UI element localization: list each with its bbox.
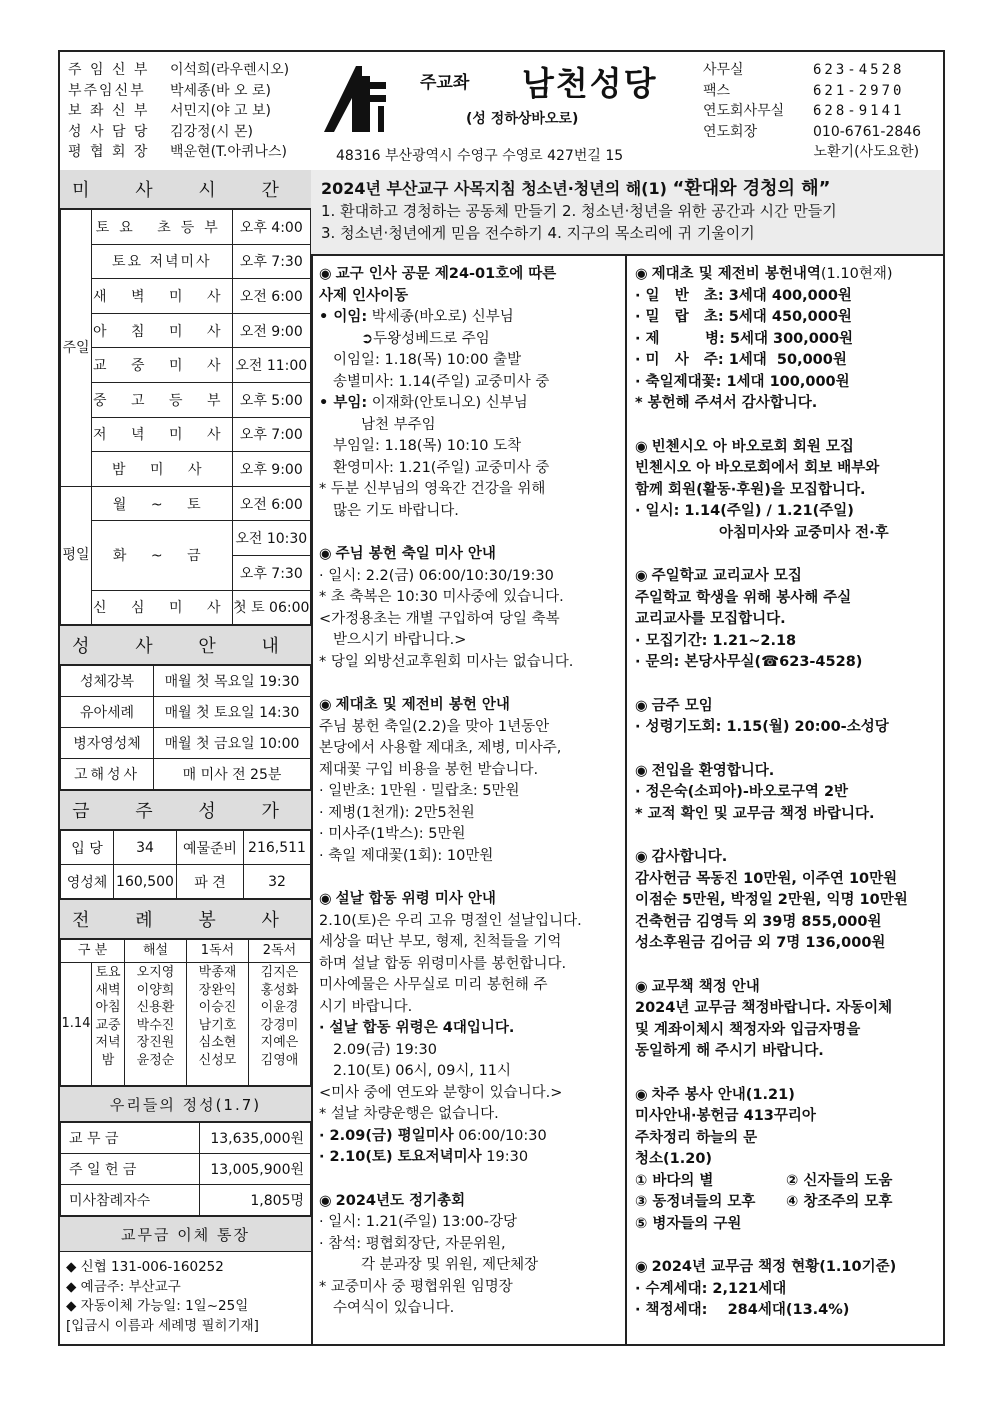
bank-heading: 교무금 이체 통장 (60, 1216, 311, 1252)
table-row: 중 고 등 부 오후 5:00 (61, 382, 311, 417)
news-column-right (627, 256, 943, 1344)
clergy-row: 보 좌 신 부 서민지(야 고 보) (68, 103, 271, 119)
notice-vincent-recruit: ◉ 빈첸시오 아 바오로회 회원 모집 빈첸시오 아 바오로회에서 회보 배부와 함께 회원(활동·후원)을 모집합니다. · 일시: 1.14(주일) / 1.21(주일) 아침미사와 교중미사 전·후 (635, 438, 889, 541)
contact-row: 사무실 623-4528 (703, 62, 905, 78)
table-row: 토요 저녁미사 오후 7:30 (61, 244, 311, 279)
notice-bullet-icon: ◉ (319, 697, 332, 713)
table-row: 1.14 토요 새벽 아침 교중 저녁 밤 오지영 이양희 신용환 박수진 장진원 윤정순 박종재 장완익 이승진 남기호 심소현 신성모 김지은 홍성화 이윤경 강경미 지예은 김영애 (61, 963, 311, 1086)
notice-weekly-meeting: ◉ 금주 모임 · 성령기도회: 1.15(월) 20:00-소성당 (635, 697, 889, 735)
clergy-row: 주 임 신 부 이석희(라우렌시오) (68, 62, 290, 78)
table-row: 저 녁 미 사 오후 7:00 (61, 417, 311, 452)
banner-title: 2024년 부산교구 사목지침 청소년·청년의 해(1) (321, 179, 667, 198)
table-row: 영성체 160,500 파 견 32 (61, 865, 311, 899)
notice-bullet-icon: ◉ (319, 1192, 332, 1209)
table-row: 미사참례자수 1,805명 (61, 1185, 311, 1216)
sunday-label: 주일 (61, 210, 92, 487)
news-column-left (311, 256, 627, 1344)
notice-presentation: ◉ 주님 봉헌 축일 미사 안내 · 일시: 2.2(금) 06:00/10:30/19:30 * 초 축복은 10:30 미사중에 있습니다. <가정용초는 개별 구입하여 당일 축복 받으시기 바랍니다.> * 당일 외방선교후원회 미사는 없습니다. (319, 546, 574, 670)
table-row: 평일 월 ~ 토 오전 6:00 (61, 486, 311, 521)
notice-new-year-memorial: ◉ 설날 합동 위령 미사 안내 2.10(토)은 우리 고유 명절인 설날입니다. 세상을 떠난 부모, 형제, 친척들을 기억 하며 설날 합동 위령미사를 봉헌합니다. 미사예물은 사무실로 미리 봉헌해 주 시기 바랍니다. · 설날 합동 위령은 4대입니다. 2.09(금) 19:30 2.10(토) 06시, 09시, 11시 <미사 중에 연도와 분향이 있습니다.> * 설날 차량운행은 없습니다. · 2.09(금) 평일미사 06:00/10:30 · 2.10(토) 토요저녁미사 19:30 (319, 891, 582, 1165)
notice-next-service: ◉ 차주 봉사 안내(1.21) 미사안내·봉헌금 413꾸리아 주차정리 하늘의 문 청소(1.20) ① 바다의 별 ② 신자들의 도움 ③ 동정녀들의 모후 ④ 창조주의 모후 ⑤ 병자들의 구원 (635, 1086, 893, 1232)
table-row: 고해성사 매 미사 전 25분 (61, 759, 311, 790)
notice-altar-offering: ◉ 제대초 및 제전비 봉헌 안내 주님 봉헌 축일(2.2)을 맞아 1년동안 본당에서 사용할 제대초, 제병, 미사주, 제대꽃 구입 비용을 봉헌 받습니다. · 일반초: 1만원 · 밀랍초: 5만원 · 제병(1천개): 2만5천원 · 미사주(1박스): 5만원 · 축일 제대꽃(1회): 10만원 (319, 697, 562, 864)
banner-quote: “환대와 경청의 해” (672, 178, 831, 199)
table-row: 교 무 금 13,635,000원 (61, 1123, 311, 1154)
table-row: 신 심 미 사 첫 토 06:00 (61, 590, 311, 625)
bank-info: ◆ 신협 131-006-160252 ◆ 예금주: 부산교구 ◆ 자동이체 가능일: 1일~25일 [입금시 이름과 세례명 필히기재] (66, 1259, 259, 1334)
table-row: 화 ~ 금 오전 10:30 (61, 521, 311, 556)
notice-thanks: ◉ 감사합니다. 감사헌금 목동진 10만원, 이주연 10만원 이점순 5만원, 박정일 2만원, 익명 10만원 건축헌금 김영득 외 39명 855,000원 성소후원금 김어금 외 7명 136,000원 (635, 849, 908, 951)
table-row: 성체강복 매월 첫 목요일 19:30 (61, 666, 311, 697)
notice-general-assembly: ◉ 2024년도 정기총회 · 일시: 1.21(주일) 13:00-강당 · 참석: 평협회장단, 자문위원, 각 분과장 및 위원, 제단체장 * 교중미사 중 평협위원 임명장 수여식이 있습니다. (319, 1192, 539, 1316)
clergy-row: 부주임신부 박세종(바 오 로) (68, 82, 271, 99)
main-content (311, 170, 943, 1318)
our-offerings-heading: 우리들의 정성(1.7) (60, 1086, 311, 1122)
notice-bullet-icon: ◉ (319, 891, 332, 907)
clergy-row: 성 사 담 당 김강정(시 몬) (68, 123, 253, 140)
table-row: 주 일 헌 금 13,005,900원 (61, 1154, 311, 1185)
notice-bullet-icon: ◉ (319, 546, 332, 562)
mass-times-heading: 미 사 시 간 (60, 170, 311, 209)
notice-bullet-icon: ◉ (635, 1259, 648, 1275)
hymns-table (60, 830, 311, 899)
church-logo-icon (322, 62, 392, 134)
contact-row: 연도회장 010-6761-2846 (703, 123, 922, 140)
clergy-list (68, 60, 289, 163)
notice-bullet-icon: ◉ (319, 266, 332, 282)
table-row: 아 침 미 사 오전 9:00 (61, 313, 311, 348)
table-row: 주일 토요 초등부 오후 4:00 (61, 210, 311, 245)
table-row: 밤 미 사 오후 9:00 (61, 452, 311, 487)
weekday-label: 평일 (61, 486, 92, 624)
table-row: 새 벽 미 사 오전 6:00 (61, 279, 311, 314)
notice-tithe: ◉ 교무책 책정 안내 2024년 교무금 책정바랍니다. 자동이체 및 계좌이체시 책정자와 입금자명을 동일하게 해 주시기 바랍니다. (635, 978, 893, 1059)
parish-address: 48316 부산광역시 수영구 수영로 427번길 15 (336, 148, 624, 164)
notice-bullet-icon: ◉ (635, 978, 648, 995)
table-row: 유아세례 매월 첫 토요일 14:30 (61, 697, 311, 728)
bulletin-header (60, 52, 943, 172)
notice-bullet-icon: ◉ (635, 762, 648, 779)
contact-list (703, 60, 921, 163)
sacraments-heading: 성 사 안 내 (60, 625, 311, 665)
notice-tithe-status: ◉ 2024년 교무금 책정 현황(1.10기준) · 수계세대: 2,121세대 · 책정세대: 284세대(13.4%) (635, 1259, 897, 1318)
notice-bullet-icon: ◉ (635, 697, 648, 714)
cathedral-label: 주교좌 (420, 73, 470, 93)
banner-line: 1. 환대하고 경청하는 공동체 만들기 2. 청소년·청년을 위한 공간과 시간 만들기 (321, 202, 837, 220)
table-row: 병자영성체 매월 첫 금요일 10:00 (61, 728, 311, 759)
bulletin-page (58, 50, 945, 1346)
contact-row: 팩스 621-2970 (703, 82, 905, 99)
sacraments-table (60, 665, 311, 790)
association-president: 노환기(사도요한) (813, 144, 920, 160)
notice-bullet-icon: ◉ (635, 438, 648, 455)
left-sidebar (60, 170, 313, 1344)
contact-row: 연도회사무실 628-9141 (703, 103, 905, 119)
parish-title: 남천성당 (522, 64, 658, 103)
notice-bullet-icon: ◉ (635, 849, 648, 865)
notice-bullet-icon: ◉ (635, 568, 648, 584)
mass-times-table (60, 209, 311, 625)
notice-welcome: ◉ 전입을 환영합니다. · 정은숙(소피아)-바오로구역 2반 * 교적 확인 및 교무금 책정 바랍니다. (635, 762, 875, 822)
liturgy-heading: 전 례 봉 사 (60, 899, 311, 939)
table-row: 입 당 34 예물준비 216,511 (61, 831, 311, 865)
notice-bullet-icon: ◉ (635, 1086, 648, 1103)
clergy-row: 평 협 회 장 백운현(T.아퀴나스) (68, 144, 287, 160)
parish-subtitle: (성 정하상바오로) (466, 111, 579, 127)
notice-personnel: ◉ 교구 인사 공문 제24-01호에 따른 사제 인사이동 • 이임: 박세종(바오로) 신부님 ➲두왕성베드로 주임 이임일: 1.18(목) 10:00 출발 송별미사: 1.14(주일) 교중미사 중 • 부임: 이재화(안토니오) 신부님 남천 부주임 부임일: 1.18(목) 10:10 도착 환영미사: 1.21(주일) 교중미사 중 * 두분 신부님의 영육간 건강을 위해 많은 기도 바랍니다. (319, 266, 557, 519)
our-offerings-table (60, 1122, 311, 1216)
notice-teacher-recruit: ◉ 주일학교 교리교사 모집 주일학교 학생을 위해 봉사해 주실 교리교사를 모집합니다. · 모집기간: 1.21~2.18 · 문의: 본당사무실(☎623-4528) (635, 568, 863, 670)
notice-altar-offering-status: ◉ 제대초 및 제전비 봉헌내역(1.10현재) · 일 반 초: 3세대 400,000원 · 밀 랍 초: 5세대 450,000원 · 제 병: 5세대 300,000원 · 미 사 주: 1세대 50,000원 · 축일제대꽃: 1세대 100,000원 * 봉헌해 주셔서 감사합니다. (635, 266, 893, 411)
pastoral-guideline-banner (311, 170, 943, 256)
table-row: 오후 7:30 (61, 555, 311, 590)
hymns-heading: 금 주 성 가 (60, 790, 311, 830)
notice-bullet-icon: ◉ (635, 266, 648, 282)
table-row: 교 중 미 사 오전 11:00 (61, 348, 311, 383)
banner-line: 3. 청소년·청년에게 믿음 전수하기 4. 지구의 목소리에 귀 기울이기 (321, 224, 755, 242)
table-row: 구 분 해설 1독서 2독서 (61, 940, 311, 963)
liturgy-table (60, 939, 311, 1086)
